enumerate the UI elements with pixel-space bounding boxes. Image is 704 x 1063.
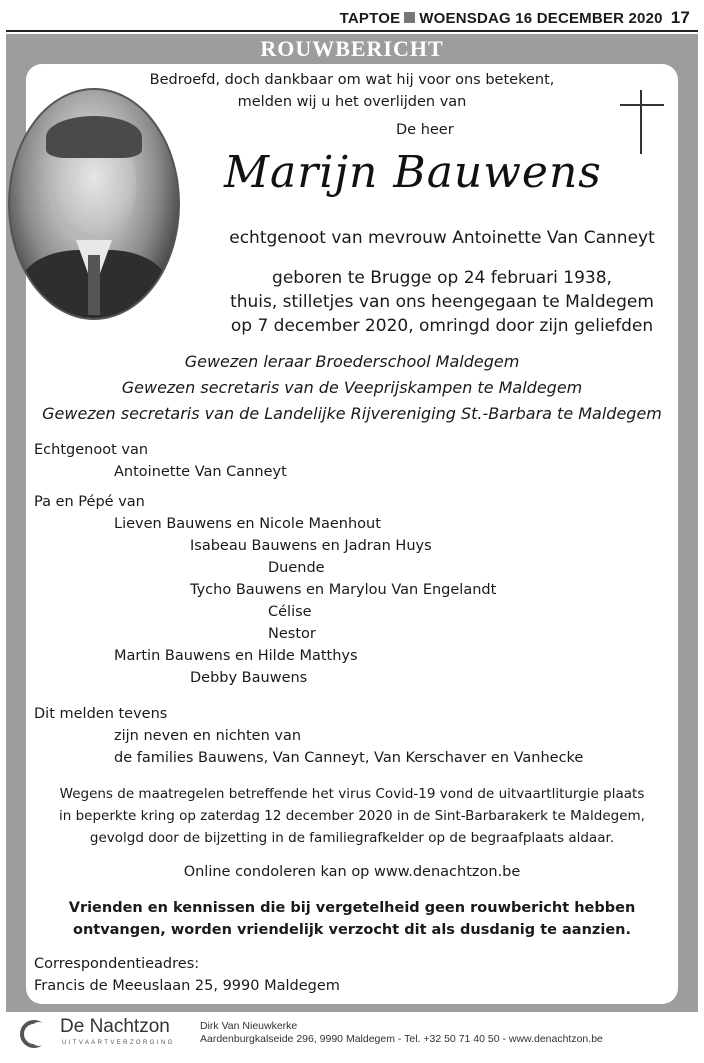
role-2: Gewezen secretaris van de Veeprijskampen te Maldegem (121, 378, 583, 397)
page-header (0, 6, 704, 28)
online-condolence: Online condoleren kan op www.denachtzon.be (183, 864, 521, 880)
footer-contact: Dirk Van Nieuwkerke (200, 1020, 298, 1032)
footer-address: Aardenburgkalseide 296, 9990 Maldegem - Tel. +32 50 71 40 50 - www.denachtzon.be (200, 1033, 603, 1045)
request-line-1: Vrienden en kennissen die bij vergetelheid geen rouwbericht hebben (68, 900, 636, 916)
covid-line-3: gevolgd door de bijzetting in de familiegrafkelder op de begraafplaats aldaar. (89, 830, 615, 846)
publication-date: WOENSDAG 16 DECEMBER 2020 (419, 10, 663, 27)
spouse-name: Antoinette Van Canneyt (114, 464, 287, 480)
publication-name: TAPTOE (339, 10, 401, 27)
spouse-line: echtgenoot van mevrouw Antoinette Van Canneyt (229, 228, 655, 248)
moon-logo-icon (20, 1020, 48, 1048)
family-member: Tycho Bauwens en Marylou Van Engelandt (190, 582, 497, 598)
brand-name: De Nachtzon (60, 1016, 170, 1037)
portrait-photo (8, 88, 180, 320)
honorific: De heer (396, 122, 454, 138)
header-line (340, 8, 690, 28)
spouse-label: Echtgenoot van (34, 442, 149, 458)
family-member: Célise (268, 604, 312, 620)
covid-line-1: Wegens de maatregelen betreffende het virus Covid-19 vond de uitvaartliturgie plaats (59, 786, 645, 802)
birth-line-2: thuis, stilletjes van ons heengegaan te Maldegem (230, 292, 654, 312)
brand-subtitle: UITVAARTVERZORGING (62, 1040, 175, 1046)
family-member: Duende (268, 560, 325, 576)
request-line-2: ontvangen, worden vriendelijk verzocht dit als dusdanig te aanzien. (72, 922, 631, 938)
header-rule (6, 30, 698, 32)
family-member: Nestor (268, 626, 316, 642)
family-member: Lieven Bauwens en Nicole Maenhout (114, 516, 381, 532)
birth-line-1: geboren te Brugge op 24 februari 1938, (272, 268, 612, 288)
correspondence-address: Francis de Meeuslaan 25, 9990 Maldegem (34, 978, 340, 994)
correspondence-label: Correspondentieadres: (34, 956, 200, 972)
role-1: Gewezen leraar Broederschool Maldegem (184, 352, 520, 371)
page-number: 17 (670, 8, 690, 27)
birth-line-3: op 7 december 2020, omringd door zijn geliefden (230, 316, 654, 336)
also-line-1: zijn neven en nichten van (114, 728, 302, 744)
family-member: Isabeau Bauwens en Jadran Huys (190, 538, 432, 554)
footer (6, 1014, 698, 1054)
square-separator-icon (404, 12, 415, 23)
covid-line-2: in beperkte kring op zaterdag 12 december 2020 in de Sint-Barbarakerk te Maldegem, (59, 808, 645, 824)
deceased-name: Marijn Bauwens (224, 147, 602, 198)
also-line-2: de families Bauwens, Van Canneyt, Van Kerschaver en Vanhecke (114, 750, 584, 766)
family-member: Debby Bauwens (190, 670, 308, 686)
notice-title: ROUWBERICHT (260, 36, 444, 61)
photo-tie (88, 255, 100, 315)
also-label: Dit melden tevens (34, 706, 168, 722)
intro-line-2: melden wij u het overlijden van (237, 94, 467, 110)
family-member: Martin Bauwens en Hilde Matthys (114, 648, 358, 664)
intro-line-1: Bedroefd, doch dankbaar om wat hij voor ons betekent, (149, 72, 555, 88)
family-label: Pa en Pépé van (34, 494, 145, 510)
role-3: Gewezen secretaris van de Landelijke Rijvereniging St.-Barbara te Maldegem (42, 404, 662, 423)
photo-hair (46, 116, 142, 158)
